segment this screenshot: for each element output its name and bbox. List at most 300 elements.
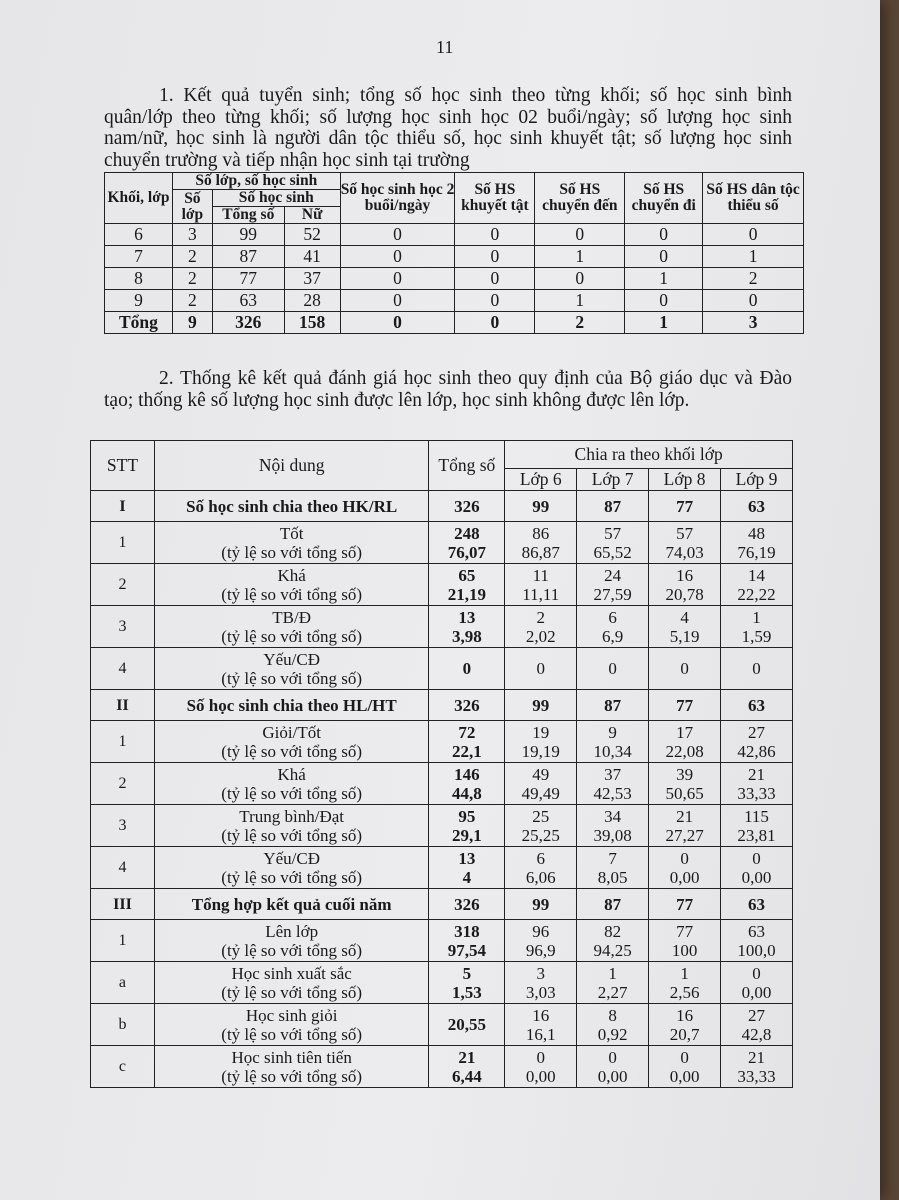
item-label: [154, 920, 428, 962]
table-cell: 9: [172, 312, 212, 334]
grade-cell: [505, 847, 577, 889]
grade-count: 0: [608, 1047, 617, 1067]
total-cell: [429, 522, 505, 564]
item-name: Giỏi/Tốt: [262, 722, 321, 742]
total-cell: [429, 721, 505, 763]
grade-cell: [721, 606, 793, 648]
section-1-paragraph: 1. Kết quả tuyển sinh; tổng số học sinh theo từng khối; số học sinh bình quân/lớp theo từng khối; số lượng học sinh học 02 buổi/ngày; số lượng học sinh nam/nữ, học sinh là người dân tộc thiểu số, học sinh khuyết tật; số lượng học sinh chuyển trường và tiếp nhận học sinh tại trường: [104, 85, 792, 171]
evaluation-table: [90, 440, 793, 1088]
ratio-label: (tỷ lệ so với tổng số): [221, 542, 363, 562]
grade-cell: [577, 522, 649, 564]
stt-cell: b: [91, 1004, 155, 1046]
total-ratio: 3,98: [451, 626, 482, 646]
grade-count: 115: [744, 806, 769, 826]
item-label: [154, 805, 428, 847]
grade-cell: [721, 847, 793, 889]
grade-cell: [721, 721, 793, 763]
grade-cell: 0: [649, 648, 721, 690]
grade-ratio: 42,8: [741, 1024, 772, 1044]
grade-count: 6: [536, 848, 545, 868]
col-nu: Nữ: [284, 207, 340, 224]
grade-ratio: 96,9: [525, 940, 556, 960]
table-cell: 0: [535, 224, 625, 246]
grade-cell: [649, 847, 721, 889]
grade-count: 11: [532, 565, 549, 585]
total-ratio: 1,53: [451, 982, 482, 1002]
grade-count: 63: [748, 921, 765, 941]
grade-ratio: 6,9: [602, 626, 624, 646]
grade-count: 77: [676, 921, 694, 941]
grade-cell: [649, 1004, 721, 1046]
total-cell: [429, 962, 505, 1004]
table-cell: 2: [535, 312, 625, 334]
grade-cell: [721, 920, 793, 962]
grade-cell: [577, 721, 649, 763]
grade-cell: [505, 1004, 577, 1046]
grade-cell: [649, 606, 721, 648]
grade-ratio: 25,25: [521, 825, 560, 845]
grade-cell: [649, 920, 721, 962]
table-cell: 52: [284, 224, 340, 246]
stt-cell: a: [91, 962, 155, 1004]
table-cell: 1: [703, 246, 804, 268]
grade-ratio: 65,52: [593, 542, 632, 562]
table-cell: 1: [535, 290, 625, 312]
total-count: 95: [458, 806, 476, 826]
grade-ratio: 0,92: [597, 1024, 628, 1044]
col-chuyen-den: Số HS chuyển đến: [535, 173, 625, 224]
grade-count: 96: [532, 921, 550, 941]
grade-count: 48: [748, 523, 765, 543]
grade-cell: 77: [649, 889, 721, 920]
grade-cell: [577, 564, 649, 606]
grade-cell: [577, 1004, 649, 1046]
item-name: Yếu/CĐ: [263, 848, 320, 868]
grade-cell: 0: [505, 648, 577, 690]
grade-ratio: 27,59: [593, 584, 632, 604]
ratio-label: (tỷ lệ so với tổng số): [221, 1024, 363, 1044]
table-row: [91, 847, 793, 889]
evaluation-table-body: [91, 491, 793, 1088]
col-so-lop-so-hs: Số lớp, số học sinh: [172, 173, 340, 190]
item-name: Học sinh giỏi: [245, 1005, 338, 1025]
enrollment-table: [104, 172, 804, 334]
table-cell: 326: [212, 312, 284, 334]
table-row: [91, 889, 793, 920]
total-ratio: 97,54: [447, 940, 486, 960]
col-so-hoc-sinh: Số học sinh: [212, 190, 340, 207]
total-ratio: 6,44: [451, 1066, 482, 1086]
grade-cell: 99: [505, 889, 577, 920]
total-cell: 326: [429, 889, 505, 920]
table-row: [105, 224, 804, 246]
table-row: [91, 962, 793, 1004]
total-cell: [429, 1046, 505, 1088]
section-2-paragraph: 2. Thống kê kết quả đánh giá học sinh theo quy định của Bộ giáo dục và Đào tạo; thống kê số lượng học sinh được lên lớp, học sinh không được lên lớp.: [104, 368, 792, 411]
table-cell: 0: [625, 290, 703, 312]
grade-count: 1: [752, 607, 761, 627]
stt-cell: 3: [91, 805, 155, 847]
item-name: Lên lớp: [265, 921, 319, 941]
table-row: [91, 763, 793, 805]
item-label: [154, 721, 428, 763]
grade-ratio: 86,87: [521, 542, 560, 562]
grade-cell: 87: [577, 690, 649, 721]
stt-cell: 1: [91, 522, 155, 564]
table-cell: 6: [105, 224, 173, 246]
grade-count: 6: [608, 607, 617, 627]
grade-ratio: 2,56: [669, 982, 700, 1002]
table-row: [105, 290, 804, 312]
ratio-label: (tỷ lệ so với tổng số): [221, 982, 363, 1002]
grade-cell: 99: [505, 491, 577, 522]
grade-ratio: 74,03: [665, 542, 704, 562]
grade-cell: [577, 847, 649, 889]
table-cell: 0: [340, 268, 455, 290]
table-cell: 41: [284, 246, 340, 268]
grade-cell: [505, 805, 577, 847]
stt-cell: 4: [91, 847, 155, 889]
section-label: Số học sinh chia theo HK/RL: [154, 491, 428, 522]
grade-count: 16: [532, 1005, 550, 1025]
total-cell: 0: [429, 648, 505, 690]
grade-ratio: 42,53: [593, 783, 632, 803]
table-cell: 0: [340, 224, 455, 246]
grade-count: 0: [536, 1047, 545, 1067]
grade-ratio: 2,27: [597, 982, 628, 1002]
stt-cell: 1: [91, 920, 155, 962]
table-cell: 0: [703, 290, 804, 312]
table-cell: 1: [625, 268, 703, 290]
grade-cell: [577, 805, 649, 847]
table-row: [91, 1004, 793, 1046]
grade-cell: [577, 962, 649, 1004]
table-cell: 0: [703, 224, 804, 246]
item-label: [154, 648, 428, 690]
table-cell: 1: [535, 246, 625, 268]
grade-ratio: 19,19: [521, 741, 560, 761]
grade-cell: 0: [721, 648, 793, 690]
item-label: [154, 847, 428, 889]
grade-cell: 77: [649, 491, 721, 522]
table-row: [91, 690, 793, 721]
grade-ratio: 1,59: [741, 626, 772, 646]
ratio-label: (tỷ lệ so với tổng số): [221, 626, 363, 646]
grade-count: 1: [608, 963, 617, 983]
page-number: 11: [436, 37, 454, 57]
table-cell: 0: [625, 224, 703, 246]
total-count: 72: [458, 722, 476, 742]
table-cell: 37: [284, 268, 340, 290]
grade-cell: [649, 962, 721, 1004]
grade-count: 0: [752, 848, 761, 868]
total-ratio: 21,19: [447, 584, 486, 604]
grade-cell: [649, 564, 721, 606]
table-cell: 0: [340, 312, 455, 334]
grade-ratio: 42,86: [737, 741, 776, 761]
table-cell: 77: [212, 268, 284, 290]
grade-ratio: 100: [671, 940, 698, 960]
grade-cell: [505, 1046, 577, 1088]
total-count: 13: [458, 848, 476, 868]
table-cell: 3: [703, 312, 804, 334]
grade-cell: [505, 564, 577, 606]
grade-ratio: 100,0: [737, 940, 776, 960]
grade-cell: 63: [721, 491, 793, 522]
total-ratio: 29,1: [451, 825, 482, 845]
grade-cell: [721, 564, 793, 606]
grade-count: 37: [604, 764, 622, 784]
grade-count: 86: [532, 523, 550, 543]
table-cell: 87: [212, 246, 284, 268]
table-cell: 3: [172, 224, 212, 246]
grade-ratio: 5,19: [669, 626, 700, 646]
grade-count: 4: [680, 607, 689, 627]
stt-cell: II: [91, 690, 155, 721]
table-cell: 0: [535, 268, 625, 290]
table-cell: Tổng: [105, 312, 173, 334]
table-row: [91, 805, 793, 847]
table-row: [91, 920, 793, 962]
section-1-text: [104, 85, 792, 171]
col-khoi-lop: Khối, lớp: [105, 173, 173, 224]
stt-cell: 3: [91, 606, 155, 648]
stt-cell: c: [91, 1046, 155, 1088]
grade-cell: 63: [721, 690, 793, 721]
item-label: [154, 564, 428, 606]
col-khuyet-tat: Số HS khuyết tật: [455, 173, 535, 224]
grade-count: 21: [676, 806, 694, 826]
col-dan-toc: Số HS dân tộc thiểu số: [703, 173, 804, 224]
total-count: 146: [454, 764, 480, 784]
ratio-label: (tỷ lệ so với tổng số): [221, 940, 363, 960]
item-name: Trung bình/Đạt: [239, 806, 344, 826]
table-row: [91, 564, 793, 606]
table-cell: 1: [625, 312, 703, 334]
grade-cell: [649, 721, 721, 763]
grade-ratio: 0,00: [741, 867, 772, 887]
grade-ratio: 6,06: [525, 867, 556, 887]
col-stt: STT: [91, 441, 155, 491]
table-cell: 0: [455, 268, 535, 290]
grade-cell: 87: [577, 491, 649, 522]
item-name: Khá: [277, 764, 306, 784]
grade-count: 34: [604, 806, 622, 826]
grade-cell: [505, 606, 577, 648]
grade-count: 2: [536, 607, 545, 627]
section-2-text: [104, 368, 792, 411]
total-cell: [429, 847, 505, 889]
table-cell: 0: [455, 224, 535, 246]
grade-ratio: 0,00: [597, 1066, 628, 1086]
total-ratio: 44,8: [451, 783, 482, 803]
grade-cell: [505, 522, 577, 564]
grade-count: 57: [604, 523, 622, 543]
col-hoc-2-buoi: Số học sinh học 2 buổi/ngày: [340, 173, 455, 224]
grade-ratio: 11,11: [522, 584, 560, 604]
stt-cell: 1: [91, 721, 155, 763]
grade-cell: [649, 1046, 721, 1088]
col-lop-7: Lớp 7: [577, 469, 649, 491]
grade-count: 39: [676, 764, 694, 784]
table-cell: 7: [105, 246, 173, 268]
grade-ratio: 50,65: [665, 783, 704, 803]
total-cell: [429, 1004, 505, 1046]
table-cell: 9: [105, 290, 173, 312]
total-cell: [429, 805, 505, 847]
col-tong-so: Tổng số: [212, 207, 284, 224]
section-label: Tổng hợp kết quả cuối năm: [154, 889, 428, 920]
total-count: 5: [462, 963, 472, 983]
ratio-label: (tỷ lệ so với tổng số): [221, 1066, 363, 1086]
total-cell: 326: [429, 690, 505, 721]
stt-cell: 2: [91, 564, 155, 606]
grade-count: 27: [748, 1005, 765, 1025]
total-ratio: 76,07: [447, 542, 486, 562]
table-row: [105, 268, 804, 290]
grade-count: 14: [748, 565, 765, 585]
item-label: [154, 522, 428, 564]
item-label: [154, 763, 428, 805]
col-lop-9: Lớp 9: [721, 469, 793, 491]
grade-count: 21: [748, 764, 765, 784]
grade-count: 82: [604, 921, 622, 941]
item-label: [154, 962, 428, 1004]
grade-ratio: 16,1: [525, 1024, 556, 1044]
grade-cell: [721, 805, 793, 847]
grade-cell: 63: [721, 889, 793, 920]
table-row: [91, 648, 793, 690]
grade-cell: [649, 763, 721, 805]
table-row: [91, 1046, 793, 1088]
grade-ratio: 23,81: [737, 825, 776, 845]
grade-cell: [505, 920, 577, 962]
grade-ratio: 22,22: [737, 584, 776, 604]
grade-cell: [721, 1004, 793, 1046]
grade-ratio: 33,33: [737, 783, 776, 803]
table-row: [91, 522, 793, 564]
grade-count: 19: [532, 722, 550, 742]
grade-ratio: 0,00: [669, 867, 700, 887]
grade-cell: [577, 1046, 649, 1088]
table-row: [91, 606, 793, 648]
grade-ratio: 10,34: [593, 741, 632, 761]
table-cell: 0: [455, 246, 535, 268]
grade-ratio: 2,02: [525, 626, 556, 646]
table-cell: 63: [212, 290, 284, 312]
grade-ratio: 20,7: [669, 1024, 700, 1044]
item-name: Yếu/CĐ: [263, 649, 320, 669]
grade-cell: 87: [577, 889, 649, 920]
total-count: 65: [458, 565, 476, 585]
stt-cell: 2: [91, 763, 155, 805]
total-count: 21: [458, 1047, 476, 1067]
grade-ratio: 3,03: [525, 982, 556, 1002]
item-name: TB/Đ: [272, 607, 312, 627]
grade-cell: [649, 805, 721, 847]
grade-ratio: 76,19: [737, 542, 776, 562]
grade-cell: [505, 763, 577, 805]
grade-cell: [505, 721, 577, 763]
enrollment-table-body: [105, 224, 804, 334]
item-name: Tốt: [279, 523, 304, 543]
grade-count: 0: [680, 848, 689, 868]
table-cell: 0: [455, 290, 535, 312]
total-cell: [429, 564, 505, 606]
grade-ratio: 0,00: [741, 982, 772, 1002]
stt-cell: III: [91, 889, 155, 920]
grade-count: 24: [604, 565, 622, 585]
col-lop-6: Lớp 6: [505, 469, 577, 491]
grade-count: 16: [676, 1005, 694, 1025]
grade-count: 27: [748, 722, 765, 742]
grade-count: 9: [608, 722, 617, 742]
section-label: Số học sinh chia theo HL/HT: [154, 690, 428, 721]
grade-count: 7: [608, 848, 617, 868]
table-cell: 0: [455, 312, 535, 334]
grade-cell: [577, 763, 649, 805]
table-cell: 2: [172, 246, 212, 268]
grade-count: 16: [676, 565, 694, 585]
grade-ratio: 27,27: [665, 825, 704, 845]
total-cell: [429, 606, 505, 648]
grade-cell: 77: [649, 690, 721, 721]
grade-count: 0: [680, 1047, 689, 1067]
grade-count: 0: [752, 963, 761, 983]
grade-cell: [721, 1046, 793, 1088]
grade-ratio: 0,00: [525, 1066, 556, 1086]
table-cell: 2: [172, 268, 212, 290]
grade-count: 49: [532, 764, 550, 784]
grade-ratio: 94,25: [593, 940, 632, 960]
ratio-label: (tỷ lệ so với tổng số): [221, 741, 363, 761]
col-noi-dung: Nội dung: [154, 441, 428, 491]
grade-cell: [505, 962, 577, 1004]
total-count: 318: [454, 921, 480, 941]
grade-count: 8: [608, 1005, 617, 1025]
ratio-label: (tỷ lệ so với tổng số): [221, 584, 363, 604]
table-row: [105, 246, 804, 268]
table-cell: 2: [172, 290, 212, 312]
item-name: Khá: [277, 565, 306, 585]
total-cell: [429, 763, 505, 805]
total-ratio: 22,1: [451, 741, 482, 761]
grade-ratio: 0,00: [669, 1066, 700, 1086]
table-cell: 28: [284, 290, 340, 312]
grade-ratio: 39,08: [593, 825, 632, 845]
table-row: [91, 491, 793, 522]
item-label: [154, 1004, 428, 1046]
table-cell: 99: [212, 224, 284, 246]
item-label: [154, 1046, 428, 1088]
grade-ratio: 33,33: [737, 1066, 776, 1086]
grade-cell: [721, 962, 793, 1004]
table-cell: 2: [703, 268, 804, 290]
grade-ratio: 20,78: [665, 584, 704, 604]
item-name: Học sinh xuất sắc: [231, 963, 352, 983]
grade-cell: [577, 606, 649, 648]
grade-cell: 99: [505, 690, 577, 721]
grade-cell: [577, 920, 649, 962]
stt-cell: 4: [91, 648, 155, 690]
grade-cell: [721, 763, 793, 805]
item-label: [154, 606, 428, 648]
grade-cell: [721, 522, 793, 564]
grade-count: 17: [676, 722, 694, 742]
total-cell: 326: [429, 491, 505, 522]
col-lop-8: Lớp 8: [649, 469, 721, 491]
total-count: 248: [454, 523, 480, 543]
